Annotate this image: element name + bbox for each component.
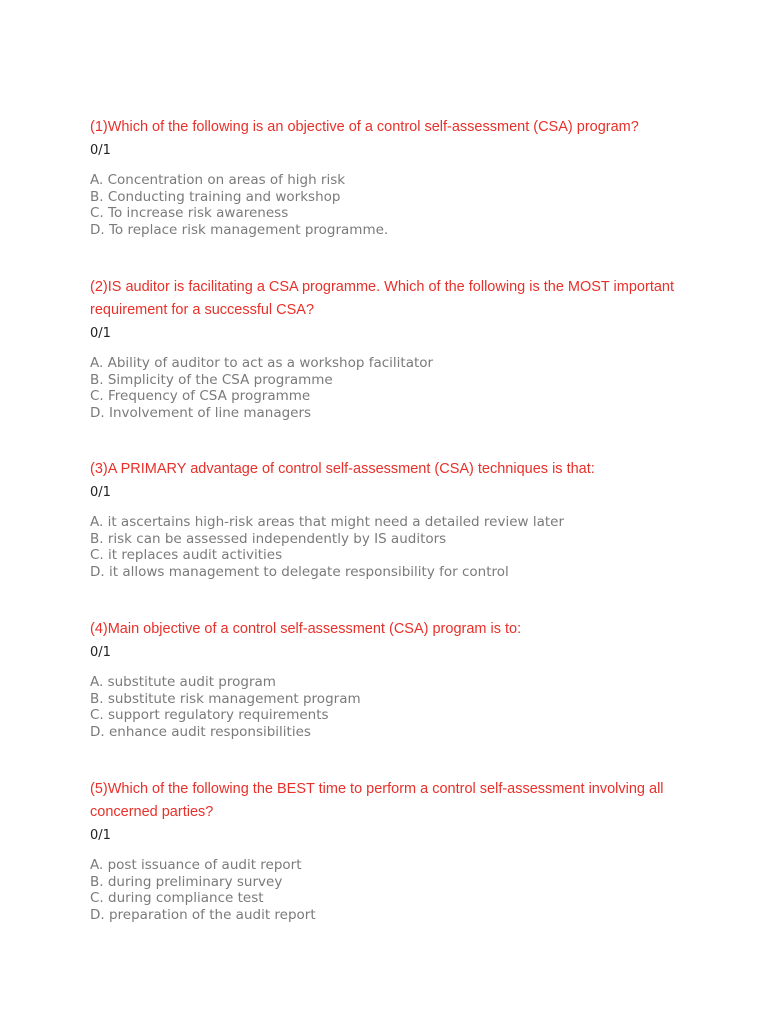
option-a: A. it ascertains high-risk areas that might need a detailed review later — [90, 514, 565, 530]
question-score: 0/1 — [90, 485, 111, 500]
question-5 — [90, 778, 690, 939]
option-d: D. enhance audit responsibilities — [90, 723, 311, 740]
option-list — [90, 674, 521, 740]
option-a: A. Ability of auditor to act as a workshop facilitator — [90, 355, 434, 371]
option-b: B. Simplicity of the CSA programme — [90, 371, 333, 388]
question-score: 0/1 — [90, 143, 111, 158]
option-c: C. during compliance test — [90, 890, 264, 907]
question-score: 0/1 — [90, 326, 111, 341]
option-list — [90, 857, 690, 923]
question-score: 0/1 — [90, 828, 111, 843]
question-2 — [90, 276, 690, 437]
option-b: B. during preliminary survey — [90, 873, 283, 890]
option-a: A. post issuance of audit report — [90, 857, 302, 873]
option-b: B. substitute risk management program — [90, 690, 361, 707]
option-list — [90, 355, 690, 421]
question-3 — [90, 458, 595, 596]
question-4 — [90, 618, 521, 756]
option-d: D. it allows management to delegate responsibility for control — [90, 563, 509, 580]
option-d: D. To replace risk management programme. — [90, 221, 389, 238]
option-c: C. support regulatory requirements — [90, 707, 329, 724]
option-d: D. preparation of the audit report — [90, 906, 316, 923]
question-title: (3)A PRIMARY advantage of control self-assessment (CSA) techniques is that: — [90, 461, 595, 477]
option-c: C. it replaces audit activities — [90, 547, 283, 564]
option-a: A. substitute audit program — [90, 674, 276, 690]
question-title: (5)Which of the following the BEST time to perform a control self-assessment involving all concerned parties? — [90, 781, 664, 820]
question-title: (2)IS auditor is facilitating a CSA programme. Which of the following is the MOST important requirement for a successful CSA? — [90, 279, 675, 318]
option-c: C. Frequency of CSA programme — [90, 388, 311, 405]
question-title: (4)Main objective of a control self-assessment (CSA) program is to: — [90, 621, 522, 637]
question-1 — [90, 116, 639, 254]
option-list — [90, 514, 595, 580]
option-b: B. Conducting training and workshop — [90, 188, 341, 205]
option-c: C. To increase risk awareness — [90, 205, 289, 222]
question-score: 0/1 — [90, 645, 111, 660]
option-d: D. Involvement of line managers — [90, 404, 312, 421]
option-b: B. risk can be assessed independently by IS auditors — [90, 530, 447, 547]
option-a: A. Concentration on areas of high risk — [90, 172, 346, 188]
option-list — [90, 172, 639, 238]
question-title: (1)Which of the following is an objective of a control self-assessment (CSA) program? — [90, 119, 639, 135]
